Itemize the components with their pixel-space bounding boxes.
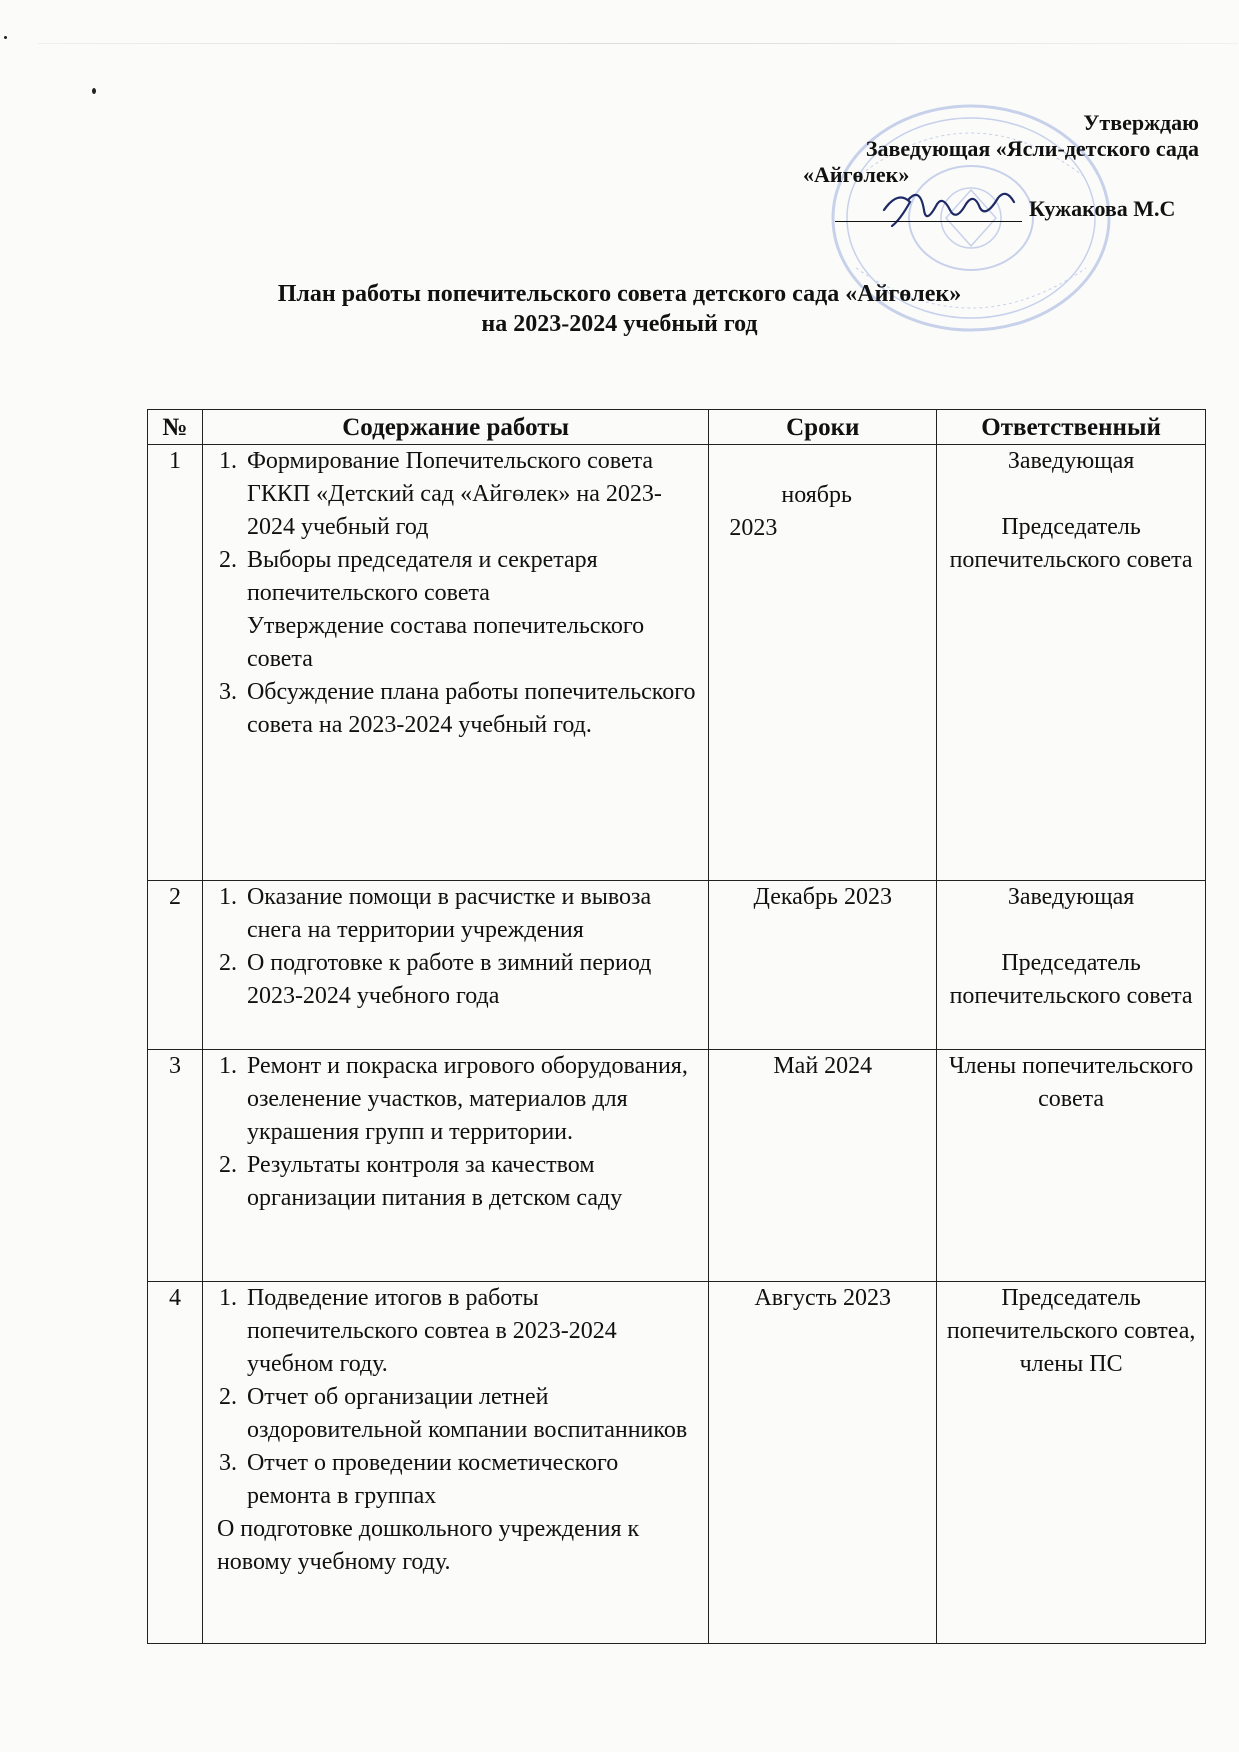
row-content — [202, 1282, 708, 1644]
list-item: 2. О подготовке к работе в зимний период 2023-2024 учебного года — [243, 947, 700, 1013]
row-content — [202, 881, 708, 1050]
row-term: Май 2024 — [709, 1050, 937, 1282]
scan-speck — [4, 36, 7, 39]
document-title — [0, 279, 1239, 339]
list-item-continuation: Утверждение состава попечительского совета — [246, 613, 645, 672]
approve-position: Заведующая «Ясли-детского сада — [865, 136, 1199, 161]
title-line-1: План работы попечительского совета детского сада «Айгөлек» — [277, 281, 962, 307]
plan-table — [147, 409, 1206, 1644]
approve-word: Утверждаю — [1083, 110, 1199, 135]
title-line-2: на 2023-2024 учебный год — [481, 311, 758, 337]
content-note: О подготовке дошкольного учреждения к новому учебному году. — [216, 1516, 640, 1575]
scan-speck — [92, 88, 96, 94]
approve-signatory: Кужакова М.С — [1029, 196, 1176, 221]
spacer — [937, 478, 1205, 511]
approve-organization: «Айгөлек» — [803, 162, 910, 187]
list-item: 1. Ремонт и покраска игрового оборудования, озеленение участков, материалов для украшения групп и территории. — [243, 1050, 700, 1149]
handwritten-signature — [880, 180, 1020, 235]
row-responsible: Председатель попечительского совтеа, члены ПС — [937, 1282, 1206, 1644]
scan-edge — [38, 43, 1238, 44]
row-term: Декабрь 2023 — [709, 881, 937, 1050]
list-item: 1. Формирование Попечительского совета ГККП «Детский сад «Айгөлек» на 2023-2024 учебный год — [243, 445, 700, 544]
row-number: 4 — [148, 1282, 203, 1644]
spacer — [937, 914, 1205, 947]
row-responsible — [937, 881, 1206, 1050]
term-line: ноябрь — [781, 482, 852, 508]
list-item: 2. Отчет об организации летней оздоровительной компании воспитанников — [243, 1381, 700, 1447]
row-term: Августь 2023 — [709, 1282, 937, 1644]
row-number: 3 — [148, 1050, 203, 1282]
approval-block — [759, 110, 1199, 188]
table-header-row — [148, 410, 1206, 445]
responsible-line: Председатель попечительского совета — [949, 514, 1193, 573]
signature-line — [835, 221, 1022, 222]
row-number: 1 — [148, 445, 203, 881]
responsible-line: Председатель попечительского совета — [949, 950, 1193, 1009]
list-item: 3. Обсуждение плана работы попечительского совета на 2023-2024 учебный год. — [243, 676, 700, 742]
table-row — [148, 881, 1206, 1050]
header-responsible: Ответственный — [937, 410, 1206, 445]
list-item: 1. Оказание помощи в расчистке и вывоза снега на территории учреждения — [243, 881, 700, 947]
row-number: 2 — [148, 881, 203, 1050]
list-item — [243, 544, 700, 676]
row-responsible — [937, 445, 1206, 881]
header-term: Сроки — [709, 410, 937, 445]
table-row — [148, 1282, 1206, 1644]
header-content: Содержание работы — [202, 410, 708, 445]
list-item: 1. Подведение итогов в работы попечительского совтеа в 2023-2024 учебном году. — [243, 1282, 700, 1381]
table-row — [148, 1050, 1206, 1282]
header-number: № — [148, 410, 203, 445]
row-responsible: Члены попечительского совета — [937, 1050, 1206, 1282]
row-content — [202, 445, 708, 881]
list-item: 2. Результаты контроля за качеством организации питания в детском саду — [243, 1149, 700, 1215]
responsible-line: Заведующая — [1007, 448, 1135, 474]
row-term — [709, 445, 937, 881]
term-line: 2023 — [729, 515, 778, 541]
row-content — [202, 1050, 708, 1282]
responsible-line: Заведующая — [1007, 884, 1135, 910]
list-item-text: Выборы председателя и секретаря попечительского совета — [246, 547, 598, 606]
list-item: 3. Отчет о проведении косметического ремонта в группах — [243, 1447, 700, 1513]
table-row — [148, 445, 1206, 881]
